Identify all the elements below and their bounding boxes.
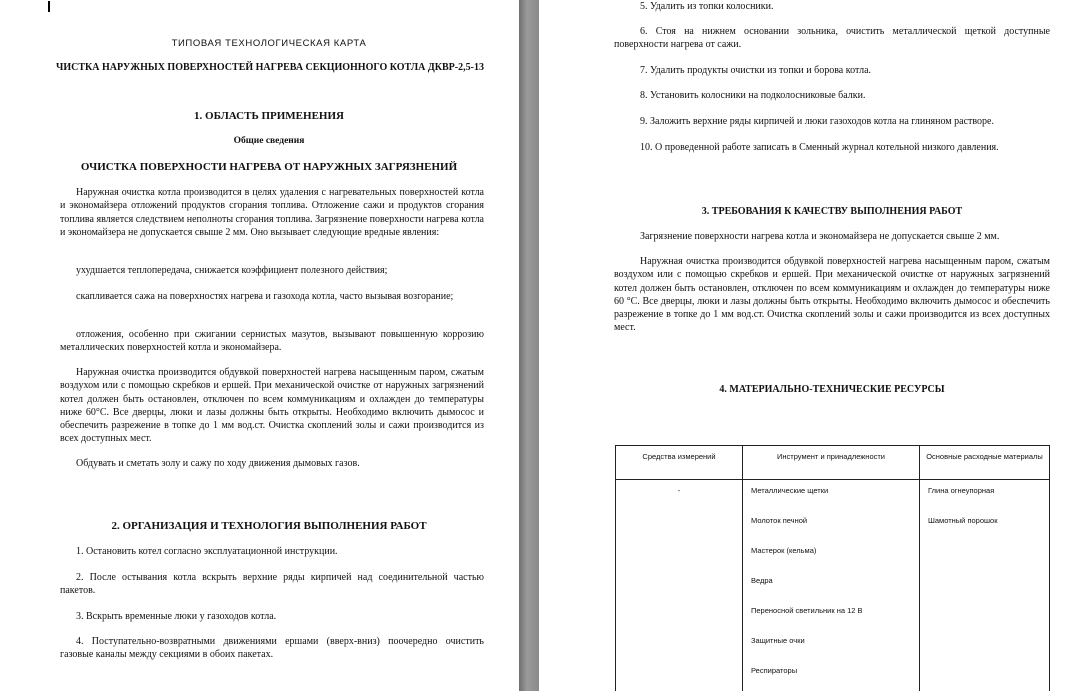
list-item: Ведра <box>751 576 773 585</box>
list-item: Респираторы <box>751 666 798 675</box>
step-item: 4. Поступательно-возвратными движениями ершами (вверх-вниз) поочередно очистить газовые каналы между секциями в обоих пакетах. <box>60 636 484 661</box>
subheading: ОЧИСТКА ПОВЕРХНОСТИ НАГРЕВА ОТ НАРУЖНЫХ ЗАГРЯЗНЕНИЙ <box>80 161 458 173</box>
section1-heading: 1. ОБЛАСТЬ ПРИМЕНЕНИЯ <box>194 110 344 122</box>
general-info-heading: Общие сведения <box>233 136 305 146</box>
table-header-cell: Средства измерений <box>616 446 743 480</box>
step-item: 5. Удалить из топки колосники. <box>640 1 774 12</box>
page-gutter <box>519 0 539 691</box>
doc-title: ЧИСТКА НАРУЖНЫХ ПОВЕРХНОСТЕЙ НАГРЕВА СЕКЦИОННОГО КОТЛА ДКВР-2,5-13 <box>56 62 484 73</box>
step-item: 6. Стоя на нижнем основании зольника, очистить металлической щеткой доступные поверхности нагрева от сажи. <box>614 26 1050 51</box>
document-page-right[interactable] <box>539 0 1075 691</box>
list-item: Молоток печной <box>751 516 808 525</box>
paragraph: Обдувать и сметать золу и сажу по ходу движения дымовых газов. <box>76 458 360 469</box>
effect-item: ухудшается теплопередача, снижается коэффициент полезного действия; <box>76 265 388 276</box>
document-page-left[interactable] <box>0 0 519 691</box>
list-item: Металлические щетки <box>751 486 829 495</box>
paragraph: Наружная очистка производится обдувкой поверхностей нагрева насыщенным паром, сжатым воздухом или с помощью скребков и ершей. При механической очистке от наружных загрязнений котел должен быть остановлен, отключен по всем коммуникациям и охлажден до температуры ниже 60°С. Все дверцы, люки и лазы должны быть открыты. Необходимо включить дымосос и обеспечить разрежение в топке до 1 мм вод.ст. Очистка скоплений золы и сажи производится из всех доступных мест. <box>60 367 484 445</box>
list-item: Переносной светильник на 12 В <box>751 606 863 615</box>
table-header-cell: Основные расходные материалы <box>920 446 1050 480</box>
list-item: Шамотный порошок <box>928 516 998 525</box>
step-item: 9. Заложить верхние ряды кирпичей и люки газоходов котла на глиняном растворе. <box>640 116 994 127</box>
step-item: 10. О проведенной работе записать в Сменный журнал котельной низкого давления. <box>640 142 999 153</box>
section4-heading: 4. МАТЕРИАЛЬНО-ТЕХНИЧЕСКИЕ РЕСУРСЫ <box>719 384 945 395</box>
list-item: Защитные очки <box>751 636 805 645</box>
materials-cell <box>920 480 1050 691</box>
step-item: 2. После остывания котла вскрыть верхние ряды кирпичей над соединительной частью пакетов. <box>60 572 484 597</box>
list-item: Глина огнеупорная <box>928 486 995 495</box>
effect-item: скапливается сажа на поверхностях нагрева и газохода котла, часто вызывая возгорание; <box>76 291 454 302</box>
text-cursor <box>48 1 50 12</box>
section3-heading: 3. ТРЕБОВАНИЯ К КАЧЕСТВУ ВЫПОЛНЕНИЯ РАБОТ <box>701 206 963 217</box>
paragraph: Наружная очистка производится обдувкой поверхностей нагрева насыщенным паром, сжатым воздухом или с помощью скребков и ершей. При механической очистке от наружных загрязнений котел должен быть остановлен, отключен по всем коммуникациям и охлажден до температуры ниже 60 °С. Все дверцы, люки и лазы должны быть открыты. Необходимо включить дымосос и обеспечить разрежение в топке до 1 мм вод.ст. Очистка скоплений золы и сажи производится из всех доступных мест. <box>614 256 1050 334</box>
measuring-tools-cell <box>616 480 743 691</box>
table-row <box>616 480 1050 691</box>
effect-item: отложения, особенно при сжигании сернистых мазутов, вызывают повышенную коррозию металлических поверхностей котла и экономайзера. <box>60 329 484 354</box>
doc-type-label: ТИПОВАЯ ТЕХНОЛОГИЧЕСКАЯ КАРТА <box>171 38 367 49</box>
section2-heading: 2. ОРГАНИЗАЦИЯ И ТЕХНОЛОГИЯ ВЫПОЛНЕНИЯ РАБОТ <box>111 520 427 532</box>
tools-cell <box>743 480 920 691</box>
step-item: 3. Вскрыть временные люки у газоходов котла. <box>76 611 277 622</box>
paragraph: Наружная очистка котла производится в целях удаления с нагревательных поверхностей котла и экономайзера отложений продуктов сгорания топлива. Отложение сажи и продуктов сгорания топлива является следствием неполноты сгорания топлива. Загрязнение поверхности нагрева котла и экономайзера не допускается свыше 2 мм. Оно вызывает следующие вредные явления: <box>60 187 484 238</box>
table-header-row <box>616 446 1050 480</box>
step-item: 7. Удалить продукты очистки из топки и борова котла. <box>640 65 872 76</box>
list-item: Мастерок (кельма) <box>751 546 817 555</box>
table-header-cell: Инструмент и принадлежности <box>743 446 920 480</box>
resources-table <box>615 445 1050 691</box>
step-item: 8. Установить колосники на подколосниковые балки. <box>640 90 866 101</box>
table-cell-value: - <box>677 486 681 495</box>
step-item: 1. Остановить котел согласно эксплуатационной инструкции. <box>76 546 338 557</box>
paragraph: Загрязнение поверхности нагрева котла и экономайзера не допускается свыше 2 мм. <box>640 231 1000 242</box>
